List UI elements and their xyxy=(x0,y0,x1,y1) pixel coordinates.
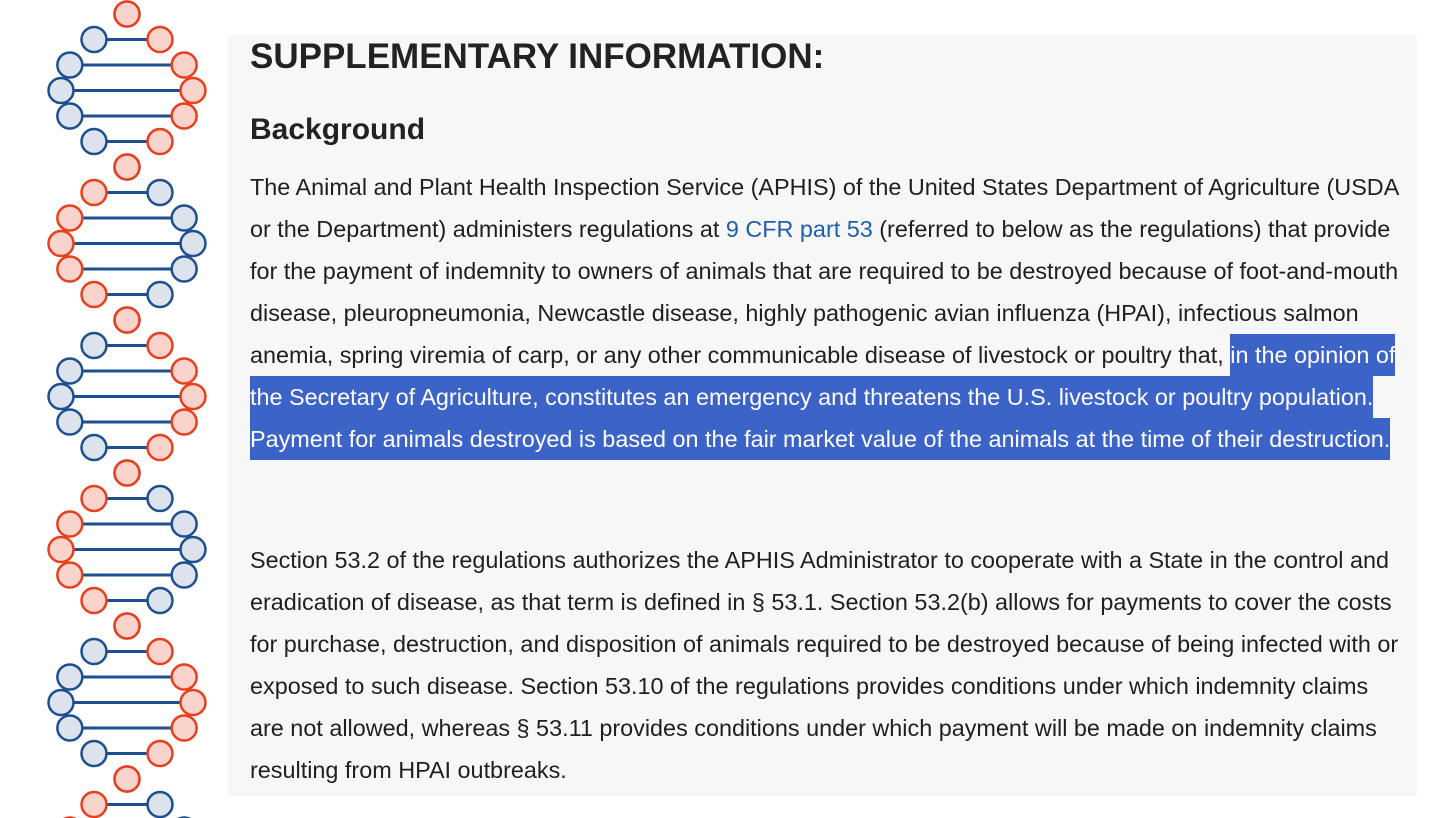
background-paragraph-2: Section 53.2 of the regulations authorizes the APHIS Administrator to cooperate with a State in the control and eradication of disease, as that term is defined in § 53.1. Section 53.2(b) allows for payments to cover the costs for purchase, destruction, and disposition of animals required to be destroyed because of being infected with or exposed to such disease. Section 53.10 of the regulations provides conditions under which indemnity claims are not allowed, whereas § 53.11 provides conditions under which payment will be made on indemnity claims resulting from HPAI outbreaks. xyxy=(250,547,1399,783)
helix-node-blue xyxy=(172,512,197,537)
helix-node-red xyxy=(181,78,206,103)
helix-node-blue xyxy=(82,639,107,664)
helix-node-red xyxy=(82,792,107,817)
helix-node-blue xyxy=(57,410,82,435)
helix-node-blue xyxy=(49,690,74,715)
helix-node-blue xyxy=(57,716,82,741)
helix-node-red xyxy=(115,155,140,180)
helix-node-red xyxy=(115,2,140,27)
helix-node-red xyxy=(148,639,173,664)
paragraph-1-text-start: The Animal and Plant Health Inspection Service (APHIS) of the United States Department of Agriculture (USDA or the Department) administers regulations at xyxy=(250,174,1399,242)
helix-node-red xyxy=(148,27,173,52)
helix-node-red xyxy=(172,716,197,741)
helix-node-red xyxy=(172,359,197,384)
section-heading-background: Background xyxy=(250,113,426,146)
helix-node-red xyxy=(115,614,140,639)
supplementary-information-panel xyxy=(228,35,1417,796)
helix-node-red xyxy=(148,129,173,154)
background-paragraph-1 xyxy=(250,166,1400,460)
dna-helix-illustration xyxy=(0,0,228,818)
helix-node-blue xyxy=(82,27,107,52)
helix-node-blue xyxy=(148,792,173,817)
helix-node-red xyxy=(115,767,140,792)
helix-node-blue xyxy=(181,231,206,256)
helix-node-red xyxy=(148,435,173,460)
helix-node-blue xyxy=(172,563,197,588)
helix-node-red xyxy=(115,461,140,486)
helix-node-blue xyxy=(49,384,74,409)
helix-node-blue xyxy=(57,53,82,78)
helix-node-blue xyxy=(49,78,74,103)
helix-node-blue xyxy=(82,435,107,460)
helix-node-red xyxy=(172,53,197,78)
helix-node-red xyxy=(181,690,206,715)
cfr-part-53-link[interactable]: 9 CFR part 53 xyxy=(725,216,873,242)
helix-node-blue xyxy=(148,486,173,511)
page-heading: SUPPLEMENTARY INFORMATION: xyxy=(250,37,825,76)
helix-node-red xyxy=(172,104,197,129)
helix-node-red xyxy=(57,257,82,282)
helix-node-blue xyxy=(57,104,82,129)
helix-node-red xyxy=(49,231,74,256)
helix-node-blue xyxy=(172,257,197,282)
paragraph-1-text-middle: (referred to below as the regulations) that provide for the payment of indemnity to owners of animals that are required to be destroyed because of foot-and-mouth disease, pleuropneumonia, Newcastle disease, highly pathogenic avian influenza (HPAI), infectious salmon anemia, spring viremia of carp, or any other communicable disease of livestock or poultry that, xyxy=(250,216,1399,368)
helix-node-red xyxy=(148,741,173,766)
helix-node-red xyxy=(49,537,74,562)
helix-node-red xyxy=(172,410,197,435)
helix-node-blue xyxy=(82,129,107,154)
helix-node-red xyxy=(57,206,82,231)
helix-node-blue xyxy=(172,206,197,231)
helix-node-blue xyxy=(181,537,206,562)
helix-node-red xyxy=(82,486,107,511)
helix-node-red xyxy=(172,665,197,690)
helix-node-red xyxy=(115,308,140,333)
helix-node-blue xyxy=(148,180,173,205)
helix-node-red xyxy=(82,282,107,307)
helix-node-blue xyxy=(148,282,173,307)
helix-node-red xyxy=(82,588,107,613)
helix-node-blue xyxy=(82,333,107,358)
helix-node-red xyxy=(148,333,173,358)
helix-node-blue xyxy=(57,359,82,384)
helix-node-red xyxy=(57,563,82,588)
helix-node-red xyxy=(181,384,206,409)
helix-node-blue xyxy=(82,741,107,766)
helix-node-blue xyxy=(148,588,173,613)
selected-text-highlight[interactable]: in the opinion of the Secretary of Agriculture, constitutes an emergency and threatens the U.S. livestock or poultry population. Payment for animals destroyed is based on the fair market value of the animals at the time of their destruction. xyxy=(250,334,1395,460)
helix-node-red xyxy=(57,512,82,537)
helix-node-red xyxy=(82,180,107,205)
helix-node-blue xyxy=(57,665,82,690)
